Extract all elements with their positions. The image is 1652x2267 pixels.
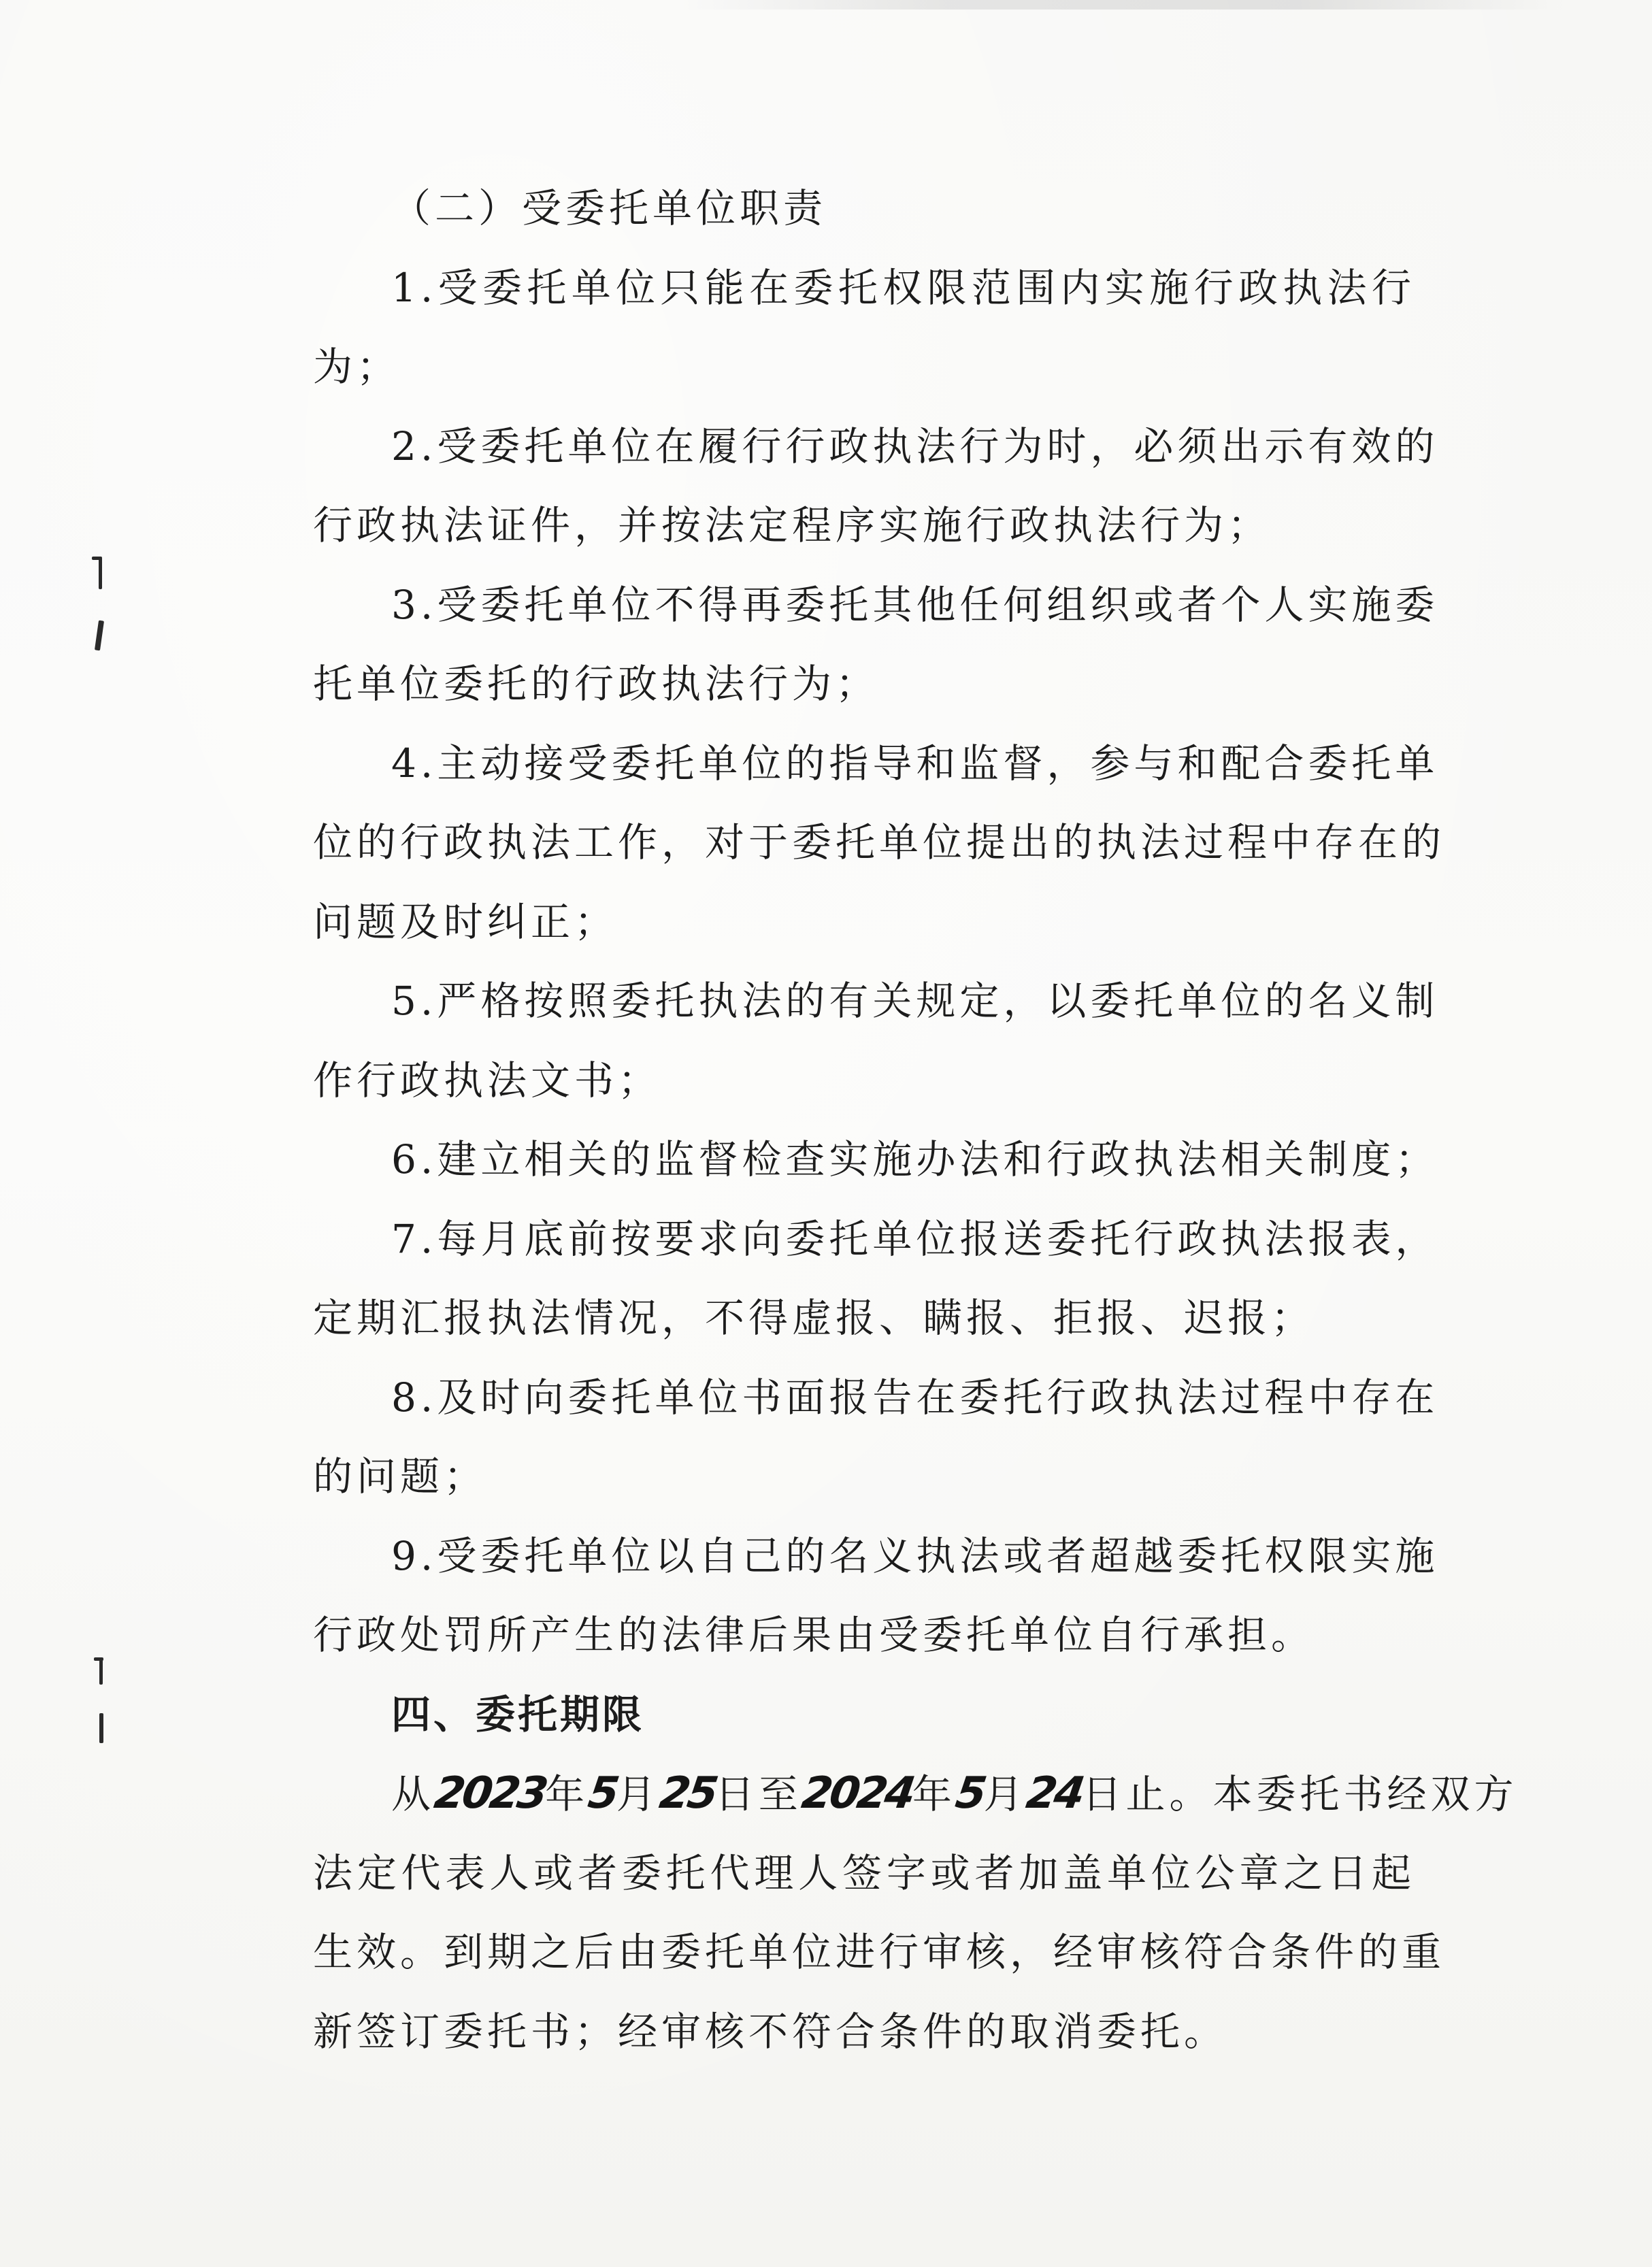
term-month-char: 月	[983, 1771, 1027, 1817]
binding-mark	[99, 1657, 103, 1685]
binding-mark	[95, 620, 104, 651]
term-paragraph	[313, 1834, 1446, 2072]
section-heading: （二）受委托单位职责	[391, 185, 827, 231]
text-line: 为；	[313, 344, 401, 390]
handwritten-start-day: 25	[656, 1768, 719, 1819]
handwritten-end-day: 24	[1023, 1768, 1086, 1819]
handwritten-start-year: 2023	[431, 1768, 549, 1819]
text-line: 行政处罚所产生的法律后果由受委托单位自行承担。	[313, 1612, 1315, 1658]
text-line: 6.建立相关的监督检查实施办法和行政执法相关制度；	[391, 1136, 1439, 1182]
text-line: 9.受委托单位以自己的名义执法或者超越委托权限实施	[391, 1532, 1439, 1579]
term-day-char: 日至	[714, 1771, 802, 1817]
text-line: 1.受委托单位只能在委托权限范围内实施行政执法行	[391, 264, 1415, 311]
text-line: 行政执法证件，并按法定程序实施行政执法行为；	[313, 502, 1272, 548]
handwritten-end-month: 5	[952, 1768, 987, 1819]
text-line: 位的行政执法工作，对于委托单位提出的执法过程中存在的	[313, 819, 1446, 865]
text-line: 新签订委托书；经审核不符合条件的取消委托。	[313, 2008, 1228, 2055]
text-line: 的问题；	[313, 1453, 488, 1500]
binding-mark	[99, 557, 102, 589]
handwritten-start-month: 5	[584, 1768, 620, 1819]
text-line: 4.主动接受委托单位的指导和监督，参与和配合委托单	[391, 740, 1439, 787]
text-line: 2.受委托单位在履行行政执法行为时，必须出示有效的	[391, 423, 1439, 469]
text-line: 8.及时向委托单位书面报告在委托行政执法过程中存在	[391, 1374, 1439, 1421]
binding-mark	[99, 1713, 103, 1743]
duties-list	[313, 248, 1446, 1675]
text-line: 问题及时纠正；	[313, 898, 618, 945]
term-suffix: 日止。本委托书经双方	[1082, 1771, 1518, 1817]
text-line: 法定代表人或者委托代理人签字或者加盖单位公章之日起	[313, 1849, 1415, 1896]
section-4-heading: 四、委托期限	[391, 1691, 645, 1738]
term-year-char: 年	[912, 1771, 956, 1817]
term-month-char: 月	[616, 1771, 660, 1817]
term-first-line	[313, 1754, 1518, 1834]
text-line: 托单位委托的行政执法行为；	[313, 661, 880, 707]
document-body	[313, 169, 1518, 2071]
text-line: 生效。到期之后由委托单位进行审核，经审核符合条件的重	[313, 1929, 1446, 1975]
handwritten-end-year: 2024	[798, 1768, 916, 1819]
scan-edge-shadow	[680, 0, 1565, 10]
text-line: 定期汇报执法情况，不得虚报、瞒报、拒报、迟报；	[313, 1295, 1315, 1341]
text-line: 7.每月底前按要求向委托单位报送委托行政执法报表，	[391, 1215, 1439, 1262]
text-line: 作行政执法文书；	[313, 1057, 662, 1104]
text-line: 3.受委托单位不得再委托其他任何组织或者个人实施委	[391, 581, 1439, 628]
term-prefix: 从	[391, 1771, 435, 1817]
term-year-char: 年	[545, 1771, 589, 1817]
text-line: 5.严格按照委托执法的有关规定，以委托单位的名义制	[391, 978, 1439, 1024]
